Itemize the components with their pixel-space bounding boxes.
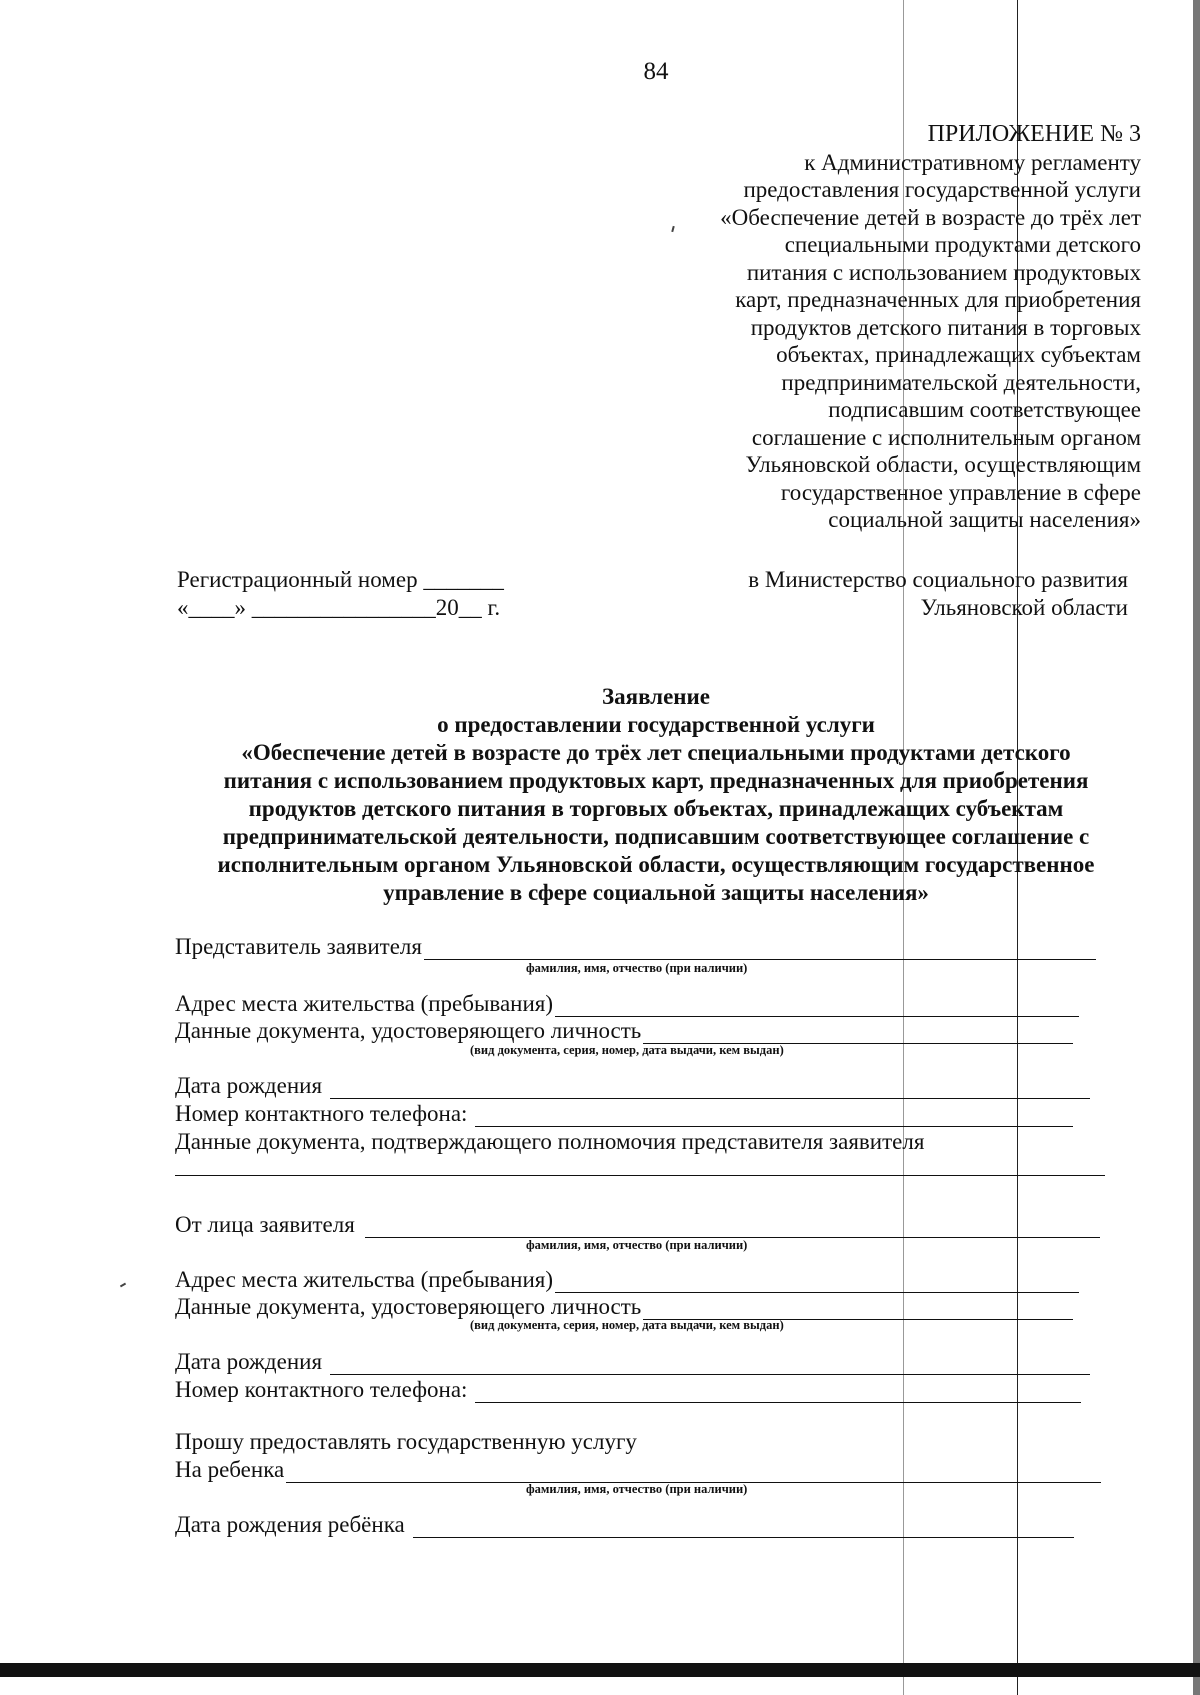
appendix-line: предпринимательской деятельности, xyxy=(781,369,1141,395)
appendix-line: специальными продуктами детского xyxy=(784,232,1141,257)
applicant-id-field[interactable] xyxy=(175,1294,1073,1320)
representative-address-field[interactable] xyxy=(175,991,1079,1017)
child-birth-input[interactable] xyxy=(413,1519,1074,1538)
representative-address-input[interactable] xyxy=(555,998,1079,1017)
applicant-phone-label: Номер контактного телефона: xyxy=(175,1377,468,1402)
appendix-header xyxy=(581,121,1141,534)
representative-authority-field xyxy=(175,1129,924,1155)
addressee-line: Ульяновской области xyxy=(920,595,1128,620)
representative-birth-input[interactable] xyxy=(330,1080,1090,1099)
applicant-name-input[interactable] xyxy=(365,1219,1100,1238)
appendix-line: питания с использованием продуктовых xyxy=(746,259,1141,285)
addressee-line: в Министерство социального развития xyxy=(748,567,1128,592)
representative-name-hint: фамилия, имя, отчество (при наличии) xyxy=(526,961,748,975)
child-birth-field[interactable] xyxy=(175,1512,1074,1538)
representative-birth-field[interactable] xyxy=(175,1073,1090,1099)
representative-authority-label: Данные документа, подтверждающего полномочия представителя заявителя xyxy=(175,1129,925,1154)
document-heading xyxy=(150,683,1162,907)
applicant-name-hint: фамилия, имя, отчество (при наличии) xyxy=(526,1238,748,1252)
applicant-address-label: Адрес места жительства (пребывания) xyxy=(175,1267,554,1292)
heading-line: «Обеспечение детей в возрасте до трёх лет специальными продуктами детского xyxy=(241,740,1071,765)
applicant-phone-field[interactable] xyxy=(175,1377,1081,1403)
applicant-id-label: Данные документа, удостоверяющего личность xyxy=(175,1294,642,1319)
appendix-title: ПРИЛОЖЕНИЕ № 3 xyxy=(927,121,1141,147)
applicant-name-field[interactable] xyxy=(175,1212,1100,1238)
representative-authority-input[interactable] xyxy=(175,1175,1105,1176)
appendix-line: к Административному регламенту xyxy=(804,149,1141,175)
document-title: Заявление xyxy=(601,684,711,709)
child-name-input[interactable] xyxy=(286,1464,1101,1483)
representative-phone-field[interactable] xyxy=(175,1101,1073,1127)
scan-edge xyxy=(1193,0,1200,1695)
child-name-hint: фамилия, имя, отчество (при наличии) xyxy=(526,1482,748,1496)
page-number: 84 xyxy=(643,58,669,85)
heading-line: управление в сфере социальной защиты населения» xyxy=(383,880,929,905)
representative-phone-input[interactable] xyxy=(475,1108,1073,1127)
representative-id-hint: (вид документа, серия, номер, дата выдачи, кем выдан) xyxy=(470,1043,784,1057)
child-birth-label: Дата рождения ребёнка xyxy=(175,1512,405,1537)
appendix-line: государственное управление в сфере xyxy=(780,479,1141,505)
appendix-line: объектах, принадлежащих субъектам xyxy=(776,342,1141,367)
representative-id-input[interactable] xyxy=(643,1025,1073,1044)
appendix-line: «Обеспечение детей в возрасте до трёх лет xyxy=(720,204,1141,230)
representative-id-label: Данные документа, удостоверяющего личность xyxy=(175,1018,642,1043)
applicant-birth-input[interactable] xyxy=(330,1356,1090,1375)
heading-line: о предоставлении государственной услуги xyxy=(437,712,875,737)
registration-block xyxy=(177,566,504,622)
heading-line: исполнительным органом Ульяновской области, осуществляющим государственное xyxy=(217,852,1095,877)
applicant-birth-label: Дата рождения xyxy=(175,1349,323,1374)
applicant-name-label: От лица заявителя xyxy=(175,1212,355,1237)
registration-date-field[interactable]: «____» ________________20__ г. xyxy=(177,595,501,620)
scan-speck xyxy=(120,1283,126,1288)
appendix-line: продуктов детского питания в торговых xyxy=(750,314,1141,340)
representative-id-field[interactable] xyxy=(175,1018,1073,1044)
representative-name-input[interactable] xyxy=(424,941,1096,960)
request-text xyxy=(175,1429,637,1455)
scan-bottom-edge xyxy=(0,1663,1200,1677)
representative-phone-label: Номер контактного телефона: xyxy=(175,1101,468,1126)
applicant-id-hint: (вид документа, серия, номер, дата выдачи, кем выдан) xyxy=(470,1318,784,1332)
applicant-address-field[interactable] xyxy=(175,1267,1079,1293)
applicant-address-input[interactable] xyxy=(555,1274,1079,1293)
heading-line: продуктов детского питания в торговых объектах, принадлежащих субъектам xyxy=(248,796,1064,821)
appendix-line: социальной защиты населения» xyxy=(828,507,1141,532)
request-text-label: Прошу предоставлять государственную услугу xyxy=(175,1429,637,1454)
representative-name-label: Представитель заявителя xyxy=(175,934,422,959)
representative-address-label: Адрес места жительства (пребывания) xyxy=(175,991,554,1016)
representative-birth-label: Дата рождения xyxy=(175,1073,323,1098)
appendix-line: подписавшим соответствующее xyxy=(828,397,1141,422)
addressee-block xyxy=(668,566,1128,622)
applicant-phone-input[interactable] xyxy=(475,1384,1081,1403)
child-name-label: На ребенка xyxy=(175,1457,285,1482)
registration-number-field[interactable]: Регистрационный номер _______ xyxy=(177,567,504,592)
appendix-line: предоставления государственной услуги xyxy=(743,177,1141,202)
appendix-line: карт, предназначенных для приобретения xyxy=(735,287,1141,312)
child-name-field[interactable] xyxy=(175,1457,1101,1483)
appendix-line: соглашение с исполнительным органом xyxy=(751,424,1141,450)
representative-name-field[interactable] xyxy=(175,934,1096,960)
heading-line: предпринимательской деятельности, подписавшим соответствующее соглашение с xyxy=(222,824,1090,849)
appendix-line: Ульяновской области, осуществляющим xyxy=(745,452,1141,477)
applicant-birth-field[interactable] xyxy=(175,1349,1090,1375)
heading-line: питания с использованием продуктовых карт, предназначенных для приобретения xyxy=(223,768,1089,793)
